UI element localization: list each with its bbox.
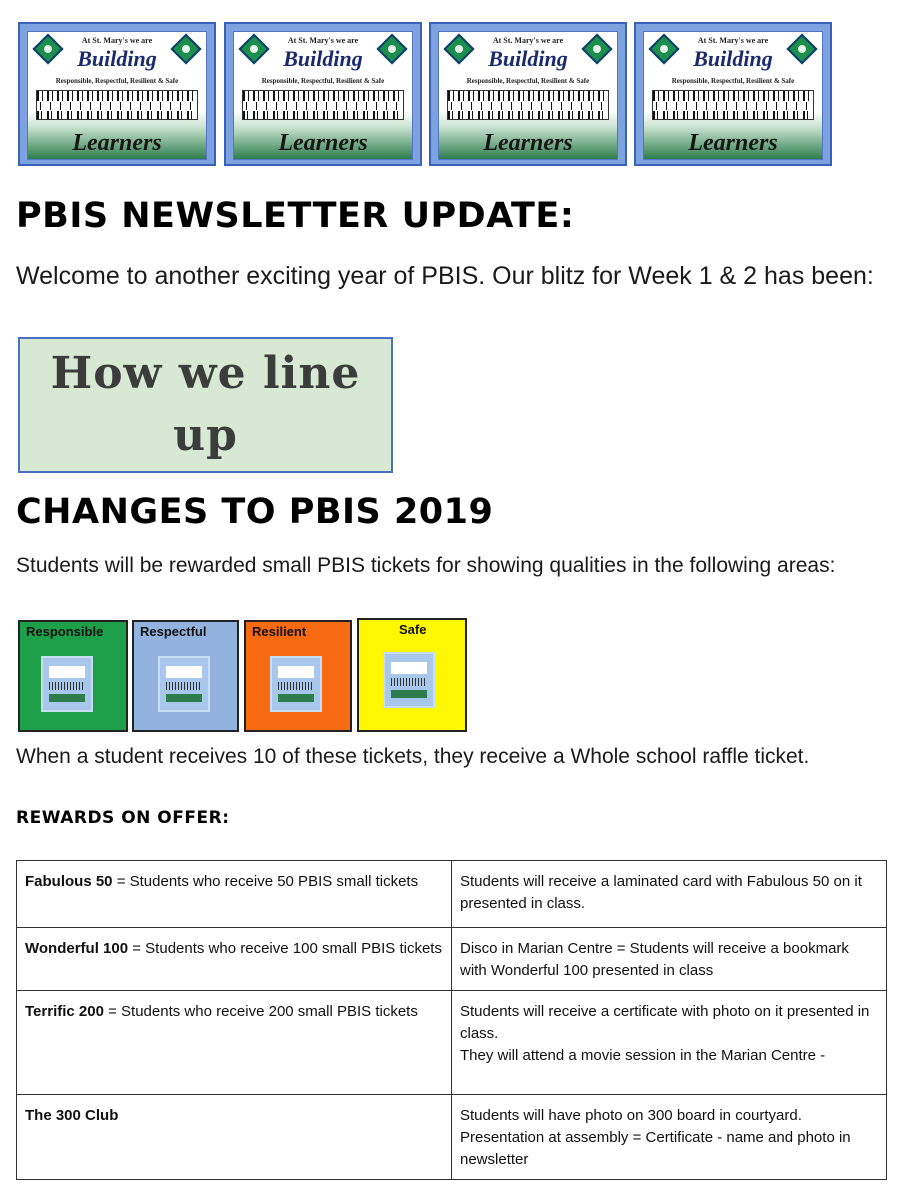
- logo-bottom-text: Learners: [72, 130, 162, 156]
- ticket-resilient: [244, 620, 352, 732]
- blitz-topic-line: How we line: [50, 348, 361, 399]
- building-learners-logo: [429, 22, 627, 166]
- changes-title: CHANGES TO PBIS 2019: [16, 492, 494, 532]
- people-silhouettes-icon: [36, 90, 198, 120]
- ticket-logo-icon: [383, 652, 435, 708]
- people-silhouettes-icon: [447, 90, 609, 120]
- logo-big-text: Building: [77, 46, 157, 71]
- rewards-table: [16, 860, 887, 1180]
- ticket-respectful: [132, 620, 239, 732]
- logo-bottom-text: Learners: [688, 130, 778, 156]
- ticket-label: Responsible: [26, 624, 104, 639]
- table-row: [17, 928, 887, 991]
- people-silhouettes-icon: [652, 90, 814, 120]
- reward-tier-name: Fabulous 50: [25, 873, 113, 890]
- logo-panel: [27, 31, 207, 160]
- blitz-topic-text: [51, 343, 361, 467]
- reward-tier-cell: [17, 928, 452, 991]
- logo-panel: [643, 31, 823, 160]
- table-row: [17, 861, 887, 928]
- reward-description-line: Students will receive a certificate with photo on it presented in class.: [460, 1003, 870, 1042]
- ticket-label: Safe: [399, 622, 427, 637]
- people-silhouettes-icon: [242, 90, 404, 120]
- logo-motto: Responsible, Respectful, Resilient & Safe: [466, 77, 590, 85]
- logo-motto: Responsible, Respectful, Resilient & Safe: [261, 77, 385, 85]
- rewards-title: REWARDS ON OFFER:: [16, 808, 230, 828]
- reward-tier-name: The 300 Club: [25, 1107, 119, 1124]
- reward-description-cell: [452, 991, 887, 1095]
- logo-top-text: At St. Mary's we are: [287, 36, 359, 45]
- newsletter-title: PBIS NEWSLETTER UPDATE:: [16, 196, 575, 236]
- reward-description-line: Presentation at assembly = Certificate - name and photo in newsletter: [460, 1129, 851, 1168]
- logo-motto: Responsible, Respectful, Resilient & Safe: [55, 77, 179, 85]
- ticket-safe: [357, 618, 467, 732]
- logo-bottom-text: Learners: [483, 130, 573, 156]
- reward-description-line: Disco in Marian Centre = Students will receive a bookmark with Wonderful 100 presented in class: [460, 940, 849, 979]
- building-learners-logo: [634, 22, 832, 166]
- ticket-logo-icon: [41, 656, 93, 712]
- reward-tier-name: Terrific 200: [25, 1003, 104, 1020]
- logo-top-text: At St. Mary's we are: [81, 36, 153, 45]
- logo-bottom-text: Learners: [278, 130, 368, 156]
- reward-description-line: Students will have photo on 300 board in courtyard.: [460, 1107, 802, 1124]
- reward-tier-cell: [17, 861, 452, 928]
- reward-description-line: They will attend a movie session in the Marian Centre -: [460, 1047, 826, 1064]
- welcome-paragraph: Welcome to another exciting year of PBIS. Our blitz for Week 1 & 2 has been:: [16, 262, 874, 290]
- banner-logo-row: [18, 22, 838, 166]
- reward-tier-criteria: = Students who receive 50 PBIS small tickets: [112, 873, 419, 890]
- logo-big-text: Building: [488, 46, 568, 71]
- reward-tier-criteria: = Students who receive 200 small PBIS tickets: [103, 1003, 418, 1020]
- building-learners-logo: [224, 22, 422, 166]
- table-row: [17, 1095, 887, 1180]
- logo-top-text: At St. Mary's we are: [492, 36, 564, 45]
- ticket-responsible: [18, 620, 128, 732]
- logo-big-text: Building: [693, 46, 773, 71]
- reward-description-cell: [452, 861, 887, 928]
- reward-tier-cell: [17, 991, 452, 1095]
- ticket-logo-icon: [158, 656, 210, 712]
- table-row: [17, 991, 887, 1095]
- reward-tier-cell: [17, 1095, 452, 1180]
- logo-big-text: Building: [283, 46, 363, 71]
- ticket-label: Respectful: [140, 624, 207, 639]
- ticket-logo-icon: [270, 656, 322, 712]
- logo-panel: [233, 31, 413, 160]
- logo-motto: Responsible, Respectful, Resilient & Safe: [671, 77, 795, 85]
- raffle-paragraph: When a student receives 10 of these tickets, they receive a Whole school raffle ticket.: [16, 745, 810, 768]
- blitz-topic-line: up: [173, 410, 238, 461]
- reward-description-line: Students will receive a laminated card with Fabulous 50 on it presented in class.: [460, 873, 862, 912]
- reward-description-cell: [452, 1095, 887, 1180]
- reward-tier-name: Wonderful 100: [25, 940, 129, 957]
- building-learners-logo: [18, 22, 216, 166]
- reward-description-cell: [452, 928, 887, 991]
- logo-panel: [438, 31, 618, 160]
- reward-tier-criteria: = Students who receive 100 small PBIS tickets: [128, 940, 442, 957]
- logo-top-text: At St. Mary's we are: [697, 36, 769, 45]
- blitz-topic-box: [18, 337, 393, 473]
- ticket-label: Resilient: [252, 624, 307, 639]
- tickets-intro-paragraph: Students will be rewarded small PBIS tickets for showing qualities in the following areas:: [16, 554, 836, 577]
